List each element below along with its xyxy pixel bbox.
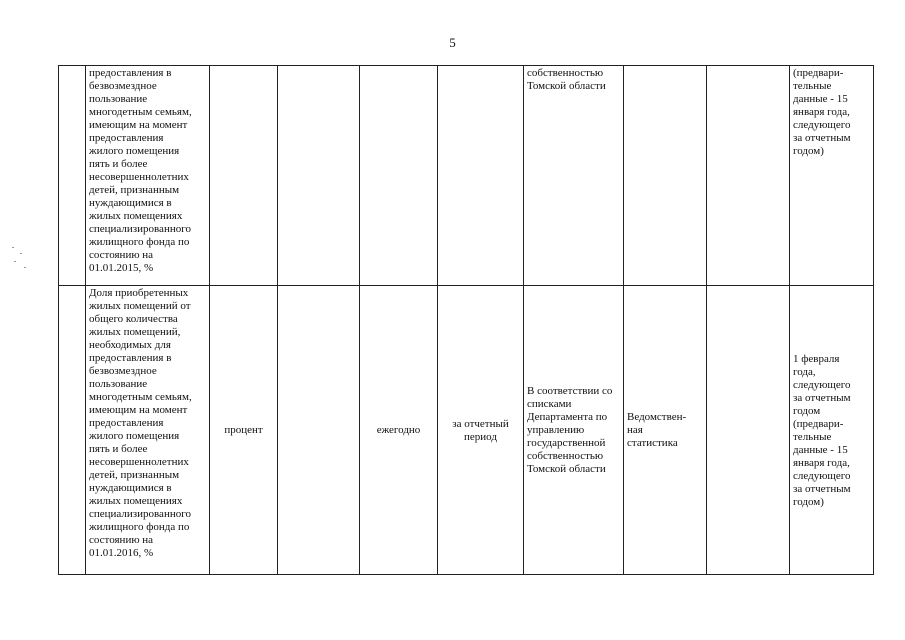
deadline-cell: (предвари- тельные данные - 15 января года, следующего за отчетным годом) — [790, 66, 874, 286]
data-source-cell: Ведомствен- ная статистика — [624, 286, 707, 575]
scan-noise — [10, 245, 40, 275]
data-source-cell — [624, 66, 707, 286]
period-cell: за отчетный период — [438, 286, 524, 575]
period-cell — [438, 66, 524, 286]
responsible-cell — [707, 66, 790, 286]
indicator-name-cell: предоставления в безвозмездное пользование многодетным семьям, имеющим на момент предоставления жилого помещения пять и более несовершеннолетних детей, признанным нуждающимися в жилых помещениях специализированного жилищного фонда по состоянию на 01.01.2015, % — [86, 66, 210, 286]
definition-cell — [278, 286, 360, 575]
table-row — [59, 286, 874, 575]
row-number-cell — [59, 286, 86, 575]
definition-cell — [278, 66, 360, 286]
row-number-cell — [59, 66, 86, 286]
responsible-cell — [707, 286, 790, 575]
calculation-method-cell: В соответствии со списками Департамента по управлению государственной собственностью Томской области — [524, 286, 624, 575]
frequency-cell: ежегодно — [360, 286, 438, 575]
deadline-cell: 1 февраля года, следующего за отчетным годом (предвари- тельные данные - 15 января года, следующего за отчетным годом) — [790, 286, 874, 575]
unit-cell: процент — [210, 286, 278, 575]
indicator-table — [58, 65, 874, 575]
frequency-cell — [360, 66, 438, 286]
calculation-method-cell: собственностью Томской области — [524, 66, 624, 286]
page-number: 5 — [449, 35, 456, 50]
indicator-name-cell: Доля приобретенных жилых помещений от общего количества жилых помещений, необходимых для предоставления в безвозмездное пользование многодетным семьям, имеющим на момент предоставления жилого помещения пять и более несовершеннолетних детей, признанным нуждающимися в жилых помещениях специализированного жилищного фонда по состоянию на 01.01.2016, % — [86, 286, 210, 575]
unit-cell — [210, 66, 278, 286]
table-row — [59, 66, 874, 286]
